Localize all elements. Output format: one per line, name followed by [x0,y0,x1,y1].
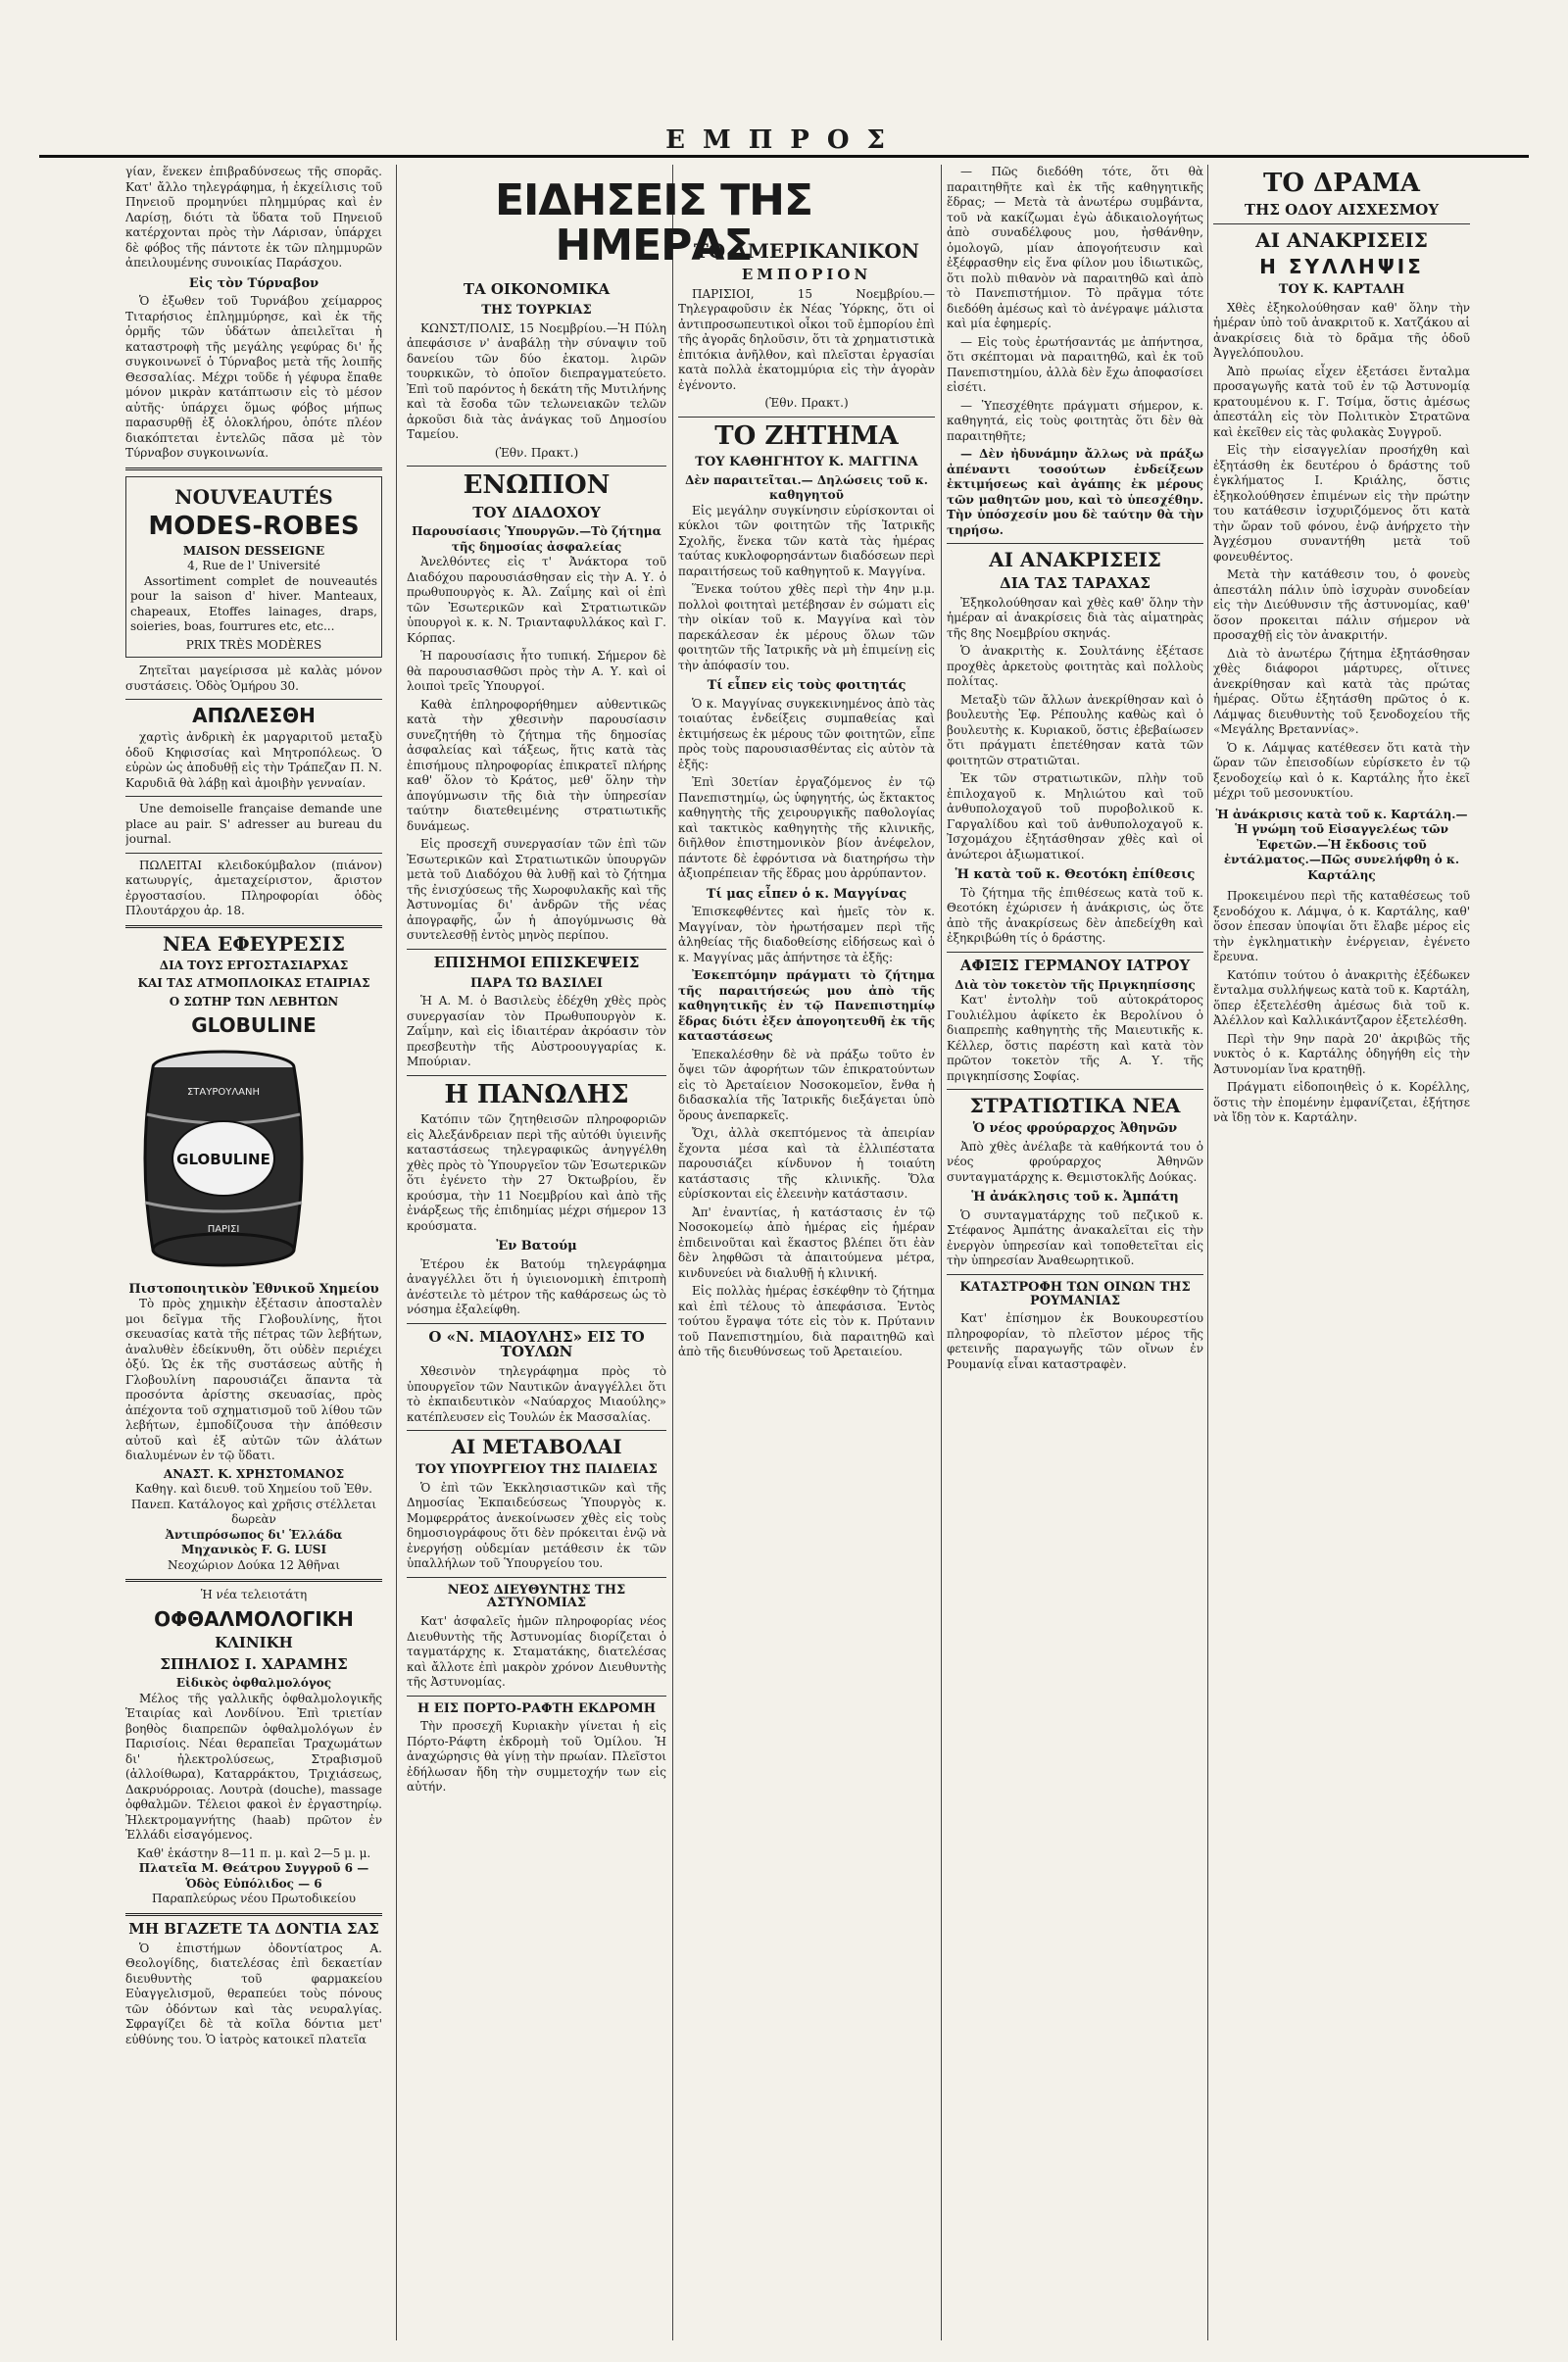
article-subheading: Η ΣΥΛΛΗΨΙΣ [1259,255,1424,279]
article-text: Ἐπισκεφθέντες καὶ ἡμεῖς τὸν κ. Μαγγίναν, τὸν ἠρωτήσαμεν περὶ τῆς ἀληθείας τῆς διαδοθείσης εἰδήσεως καὶ ὁ κ. Μαγγίνας μᾶς ἀπήντησε τὰ ἑξῆς: [678,905,935,964]
masthead [0,125,1568,155]
article-heading: ΤΟ ΔΡΑΜΑ [1263,169,1420,198]
column-divider [941,165,942,2340]
article-text: Μετὰ τὴν κατάθεσιν του, ὁ φονεὺς ἀπεστάλη πάλιν ὑπὸ ἰσχυρὰν συνοδείαν εἰς τὴν Διεύθυνσιν τῆς ἀστυνομίας, καθ' ὅσον προκειται πάλιν σήμερον νὰ προσαχθῇ εἰς τὸν ἀνακριτήν. [1213,567,1470,643]
article-text: Ἀνελθόντες εἰς τ' Ἀνάκτορα τοῦ Διαδόχου παρουσιάσθησαν εἰς τὴν Α. Υ. ὁ πρωθυπουργὸς κ. Ἀλ. Ζαΐμης καὶ οἱ ἐπὶ τῶν Ἐσωτερικῶν καὶ Στρατιωτικῶν ὑπουργοὶ κ. κ. Ν. Τριανταφυλλάκος καὶ Γ. Κόρπας. [407,555,666,645]
article-text: Ὁ ἐξωθεν τοῦ Τυρνάβου χείμαρρος Τιταρήσιος ἐπλημμύρησε, καὶ ἐκ τῆς ὁρμῆς τῶν ὑδάτων ἀπειλεῖται ἡ καταστροφὴ τῆς μεγάλης γεφύρας δι' ἧς συγκοινωνεῖ ὁ Τύρναβος μετὰ τῆς λοιπῆς Θεσσαλίας. Μέχρι τοῦδε ἡ γέφυρα ἔπαθε μόνον μικρὰν κατάπτωσιν εἰς τὸ μέσον αὐτῆς· ὑπάρχει ὅμως φόβος μήπως παρασυρθῇ ἐξ ὁλοκλήρου, ὁπότε πλέον διακόπτεται ἐντελῶς πᾶσα μὲ τὸν Τύρναβον συγκοινωνία. [125,294,382,461]
agent: Ἀντιπρόσωπος δι' Ἑλλάδα Μηχανικὸς F. G. LUSI [165,1527,343,1557]
divider [407,1696,666,1697]
masthead-rule [39,155,1529,158]
article-text: Τὴν προσεχῆ Κυριακὴν γίνεται ἡ εἰς Πόρτο-Ράφτη ἐκδρομὴ τοῦ Ὁμίλου. Ἡ ἀναχώρησις θὰ γίνῃ τὴν πρωίαν. Πλεῖστοι ἐδήλωσαν ἤδη τὴν συμμετοχήν των εἰς αὐτήν. [407,1719,666,1795]
doctor-title: Εἰδικὸς ὀφθαλμολόγος [175,1676,332,1691]
article-text: ΚΩΝΣΤ/ΠΟΛΙΣ, 15 Νοεμβρίου.—Ἡ Πύλη ἀπεφάσισε ν' ἀναβάλῃ τὴν σύναψιν τοῦ δανείου τῶν δύο ἑκατομ. λιρῶν τουρκικῶν, τὸ ὁποῖον διεπραγματεύετο. Ἐπὶ τοῦ παρόντος ἡ δεκάτη τῆς Μυτιλήνης καὶ τὰ ἔσοδα τῶν τελωνειακῶν τελῶν ἀρκοῦσι διὰ τὰς ἀνάγκας τοῦ Δημοσίου Ταμείου. [407,320,666,442]
article-text: Εἰς τὴν εἰσαγγελίαν προσήχθη καὶ ἐξητάσθη ἐκ δευτέρου ὁ δράστης τοῦ ἐγκλήματος Ι. Κριάλης, ὅστις ἐξηκολούθησεν ἐπιμένων εἰς τὴν πρώτην του κατάθεσιν ἰσχυριζόμενος ὅτι κατὰ τὴν ὥραν τοῦ φόνου, ἐνῷ ἀνήρχετο τὴν Ἀγχέσμου συναντήθη μετὰ τοῦ φονευθέντος. [1213,443,1470,564]
article-heading: ΕΝΩΠΙΟΝ [463,470,611,501]
divider [125,796,382,797]
column-1 [125,165,382,2340]
doctor-near: Παραπλεύρως νέου Πρωτοδικείου [152,1892,356,1906]
column-divider [1207,165,1208,2340]
divider [407,1075,666,1076]
article-text: Χθὲς ἐξηκολούθησαν καθ' ὅλην τὴν ἡμέραν ὑπὸ τοῦ ἀνακριτοῦ κ. Χατζάκου αἱ ἀνακρίσεις διὰ τὸ δρᾶμα τῆς ὁδοῦ Ἀγγελόπουλου. [1213,300,1470,361]
article-heading: ΤΑ ΟΙΚΟΝΟΜΙΚΑ [463,280,611,299]
article-subheading: ΤΟΥ ΔΙΑΔΟΧΟΥ [472,503,601,521]
article-text: — Πῶς διεδόθη τότε, ὅτι θὰ παραιτηθῆτε καὶ ἐκ τῆς καθηγητικῆς ἕδρας; — Μετὰ τὰ ἀνωτέρω συμβάντα, τοῦ νὰ κακίζωμαι ἐγὼ ἀδικαιολογήτως ἀπὸ συναδέλφους μου, ἠσθάνθην, ὁμολογῶ, μίαν ἀπογοήτευσιν καὶ ἐξέφρασθην εἰς ἕνα φίλον μου ἰδιωτικῶς, ὅτι πολὺ πιθανὸν νὰ παραιτηθῶ καὶ ἀπὸ τὸ Πανεπιστήμιον. Τὸ πρᾶγμα τότε διεδόθη ἀμέσως καὶ τὸ ἀνέγραψε μάλιστα καὶ μία ἐφημερίς. [947,165,1203,330]
subheading: Ἐν Βατούμ [496,1239,577,1254]
article-text: — Ὑπεσχέθητε πράγματι σήμερον, κ. καθηγητά, εἰς τοὺς φοιτητὰς ὅτι δὲν θὰ παραιτηθῆτε; [947,398,1203,443]
column-4 [947,165,1203,2340]
article-subheading: ΤΗΣ ΤΟΥΡΚΙΑΣ [481,303,592,319]
ad-heading: ΟΦΘΑΛΜΟΛΟΓΙΚΗ [154,1606,354,1631]
divider [125,853,382,854]
article-subheading: ΕΜΠΟΡΙΟΝ [741,266,872,283]
section-title: ΕΙΔΗΣΕΙΣ ΤΗΣ ΗΜΕΡΑΣ [494,175,813,271]
ad-heading: ΝΕΑ ΕΦΕΥΡΕΣΙΣ [162,931,346,956]
divider [407,466,666,467]
article-text: Ὁ κ. Μαγγίνας συγκεκινημένος ἀπὸ τὰς τοιαύτας ἐνδείξεις συμπαθείας καὶ ἐκτιμήσεως ἐκ μέρους τῶν φοιτητῶν, εἶπε πρὸς τοὺς παρουσιασθέντας εἰς αὐτὸν τὰ ἑξῆς: [678,696,935,771]
article-text: — Εἰς τοὺς ἐρωτήσαντάς με ἀπήντησα, ὅτι σκέπτομαι νὰ παραιτηθῶ, καὶ ἐκ τοῦ Πανεπιστημίου, ἀλλὰ δὲν ἔχω ἀποφασίσει εἰσέτι. [947,334,1203,394]
subheading: Ἡ ἀνάκλησις τοῦ κ. Ἀμπάτη [971,1190,1179,1206]
ad-text: Μέλος τῆς γαλλικῆς ὀφθαλμολογικῆς Ἑταιρίας καὶ Λονδίνου. Ἐπὶ τριετίαν βοηθὸς διαπρεπῶν ὀφθαλμολόγων ἐν Παρισίοις. Νέαι θεραπεῖαι Τραχωμάτων δι' ἠλεκτρολύσεως, Στραβισμοῦ (ἀλλοίθωρα), Καταρράκτου, Τριχιάσεως, Δακρυόρροιας. Λουτρὰ (douche), massage ὀφθαλμῶν. Τέλειοι φακοὶ ἐν ἐργαστηρίῳ. Ἠλεκτρομαγνήτης (haab) πρῶτον ἐν Ἑλλάδι εἰσαγόμενος. [125,1691,382,1843]
doctor-place: Πλατεῖα Μ. Θεάτρου Συγγροῦ 6 — Ὁδὸς Εὐπόλιδος — 6 [138,1861,369,1891]
classified: χαρτὶς ἀνδρικὴ ἐκ μαργαριτοῦ μεταξὺ ὁδοῦ Κηφισσίας καὶ Μητροπόλεως. Ὁ εὑρὼν ὡς ἀποδυθῇ εἰς τὴν Τράπεζαν Π. Ν. Καρυδιᾶ θὰ λάβῃ καὶ ἀμοιβὴν γενναίαν. [125,730,382,790]
barrel-label: GLOBULINE [176,1151,270,1169]
article-text: Ὁ ἀνακριτὴς κ. Σουλτάνης ἐξέτασε προχθὲς ἀρκετοὺς φοιτητὰς καὶ πολλοὺς πολίτας. [947,644,1203,689]
column-3 [678,235,935,2340]
article-text: Κατ' ἀσφαλεῖς ἡμῶν πληροφορίας νέος Διευθυντὴς τῆς Ἀστυνομίας διορίζεται ὁ ταγματάρχης κ. Σταματάκης, διατελέσας καὶ ἄλλοτε ἐπὶ μακρὸν χρόνον Διευθυντὴς τῆς Ἀστυνομίας. [407,1614,666,1690]
source: (Ἐθν. Πρακτ.) [764,396,849,411]
article-text: Ὄχι, ἀλλὰ σκεπτόμενος τὰ ἀπειρίαν ἔχοντα μέσα καὶ τὰ ἐλλιπέστατα παρουσιάζει κίνδυνον ἡ τοιαύτη κατάστασις τῆς κλινικῆς. Ὅλα εὑρίσκονται εἰς ἐλεεινὴν κατάστασιν. [678,1126,935,1202]
article-lead: Παρουσίασις Ὑπουργῶν.—Τὸ ζήτημα τῆς δημοσίας ἀσφαλείας [412,524,662,554]
ad-subheading: ΚΛΙΝΙΚΗ [215,1633,293,1651]
ad-pre: Ἡ νέα τελειοτάτη [200,1588,308,1602]
article-text: Ἐκ τῶν στρατιωτικῶν, πλὴν τοῦ ἐπιλοχαγοῦ κ. Μηλιώτου καὶ τοῦ ἀνθυπολοχαγοῦ τοῦ πυροβολικοῦ κ. Γαργαλίδου καὶ τοῦ ἀνθυπολοχαγοῦ κ. Ἰσχομάχου ἐξητάσθησαν χθὲς καὶ οἱ ἀνώτεροι ἀξιωματικοί. [947,771,1203,861]
divider [125,1913,382,1916]
ad-address: 4, Rue de l' Université [187,559,320,573]
article-text: Ἐτέρου ἐκ Βατούμ τηλεγράφημα ἀναγγέλλει ὅτι ἡ ὑγιειονομικὴ ἐπιτροπὴ ἀνέστειλε τὸ μέτρον τῆς καθάρσεως ὡς τὸ νόσημα ἐξαλείφθη. [407,1256,666,1317]
article-heading: ΣΤΡΑΤΙΩΤΙΚΑ ΝΕΑ [969,1094,1181,1118]
ad-brand: GLOBULINE [191,1013,317,1038]
article-subheading: ΔΙΑ ΤΑΣ ΤΑΡΑΧΑΣ [1000,574,1151,592]
divider [125,699,382,700]
article-text: Κατόπιν τῶν ζητηθεισῶν πληροφοριῶν εἰς Ἀλεξάνδρειαν περὶ τῆς αὐτόθι ὑγιεινῆς καταστάσεως τηλεγραφικῶς ἀνηγγέλθη χθὲς πρὸς τὸ Ὑπουργεῖον τῶν Ἐσωτερικῶν ὅτι ἐγένετο τὴν 27 Ὀκτωβρίου, ἕν κρούσμα, τὴν 11 Νοεμβρίου καὶ ἀπὸ τῆς ἐνάρξεως τῆς ἐπιδημίας μέχρι σήμερον 13 κρούσματα. [407,1112,666,1233]
ad-prices: PRIX TRÈS MODÈRES [185,637,322,652]
ad-shop-name: MAISON DESSEIGNE [182,543,325,558]
article-text: Καθὰ ἐπληροφορήθημεν αὐθεντικῶς κατὰ τὴν χθεσινὴν παρουσίασιν συνεζητήθη τὸ ζήτημα τῆς δημοσίας ἀσφαλείας καὶ τάξεως, ἥτις κατὰ τὰς ἐπισήμους πληροφορίας ἐπικρατεῖ πλήρης καθ' ὅλον τὸ Κράτος, μεθ' ὅλην τὴν ἀπογύμνωσιν τῆς διὰ τὴν ὑπηρεσίαν ταύτην διατεθειμένης στρατιωτικῆς δυνάμεως. [407,697,666,833]
paper-name: ΕΜΠΡΟΣ [665,125,903,155]
divider [947,952,1203,953]
ad-heading: NOUVEAUTÉS [174,484,333,509]
article-text: Ἀπ' ἐναντίας, ἡ κατάστασις ἐν τῷ Νοσοκομείῳ ἀπὸ ἡμέρας εἰς ἡμέραν ἐπιδεινοῦται καὶ ἕκαστος βλέπει ὅτι ἐὰν δὲν ληφθῶσι τὰ ἀπαιτούμενα μέτρα, κινδυνεύει νὰ διαλυθῇ ἡ κλινική. [678,1205,935,1280]
article-subheading: ΑΙ ΑΝΑΚΡΙΣΕΙΣ [1255,228,1428,253]
barrel-bottom-label: ΠΑΡΙΣΙ [207,1224,240,1236]
article-text: Ἡ παρουσίασις ἦτο τυπική. Σήμερον δὲ θὰ παρουσιασθῶσι πρὸς τὴν Α. Υ. καὶ οἱ λοιποὶ τρεῖς Ὑπουργοί. [407,649,666,694]
article-text: Περὶ τὴν 9ην παρὰ 20' ἀκριβῶς τῆς νυκτὸς ὁ κ. Καρτάλης ὁδηγήθη εἰς τὴν Ἀστυνομίαν ἵνα κρατηθῇ. [1213,1031,1470,1076]
article-subheading: ΤΗΣ ΟΔΟΥ ΑΙΣΧΕΣΜΟΥ [1244,201,1440,220]
divider [407,1577,666,1578]
divider [947,543,1203,544]
article-heading: Ο «Ν. ΜΙΑΟΥΛΗΣ» ΕΙΣ ΤΟ ΤΟΥΛΩΝ [428,1327,645,1361]
divider [678,417,935,418]
article-text: Εἰς μεγάλην συγκίνησιν εὑρίσκονται οἱ κύκλοι τῶν φοιτητῶν τῆς Ἰατρικῆς Σχολῆς, ἕνεκα τῶν κατὰ τὰς ἡμέρας ταύτας κυκλοφορησάντων διαδόσεων περὶ παραιτήσεως τοῦ καθηγητοῦ κ. Μαγγίνα. [678,503,935,578]
article-bold-quote: Ἐσκεπτόμην πράγματι τὸ ζήτημα τῆς παραιτήσεώς μου ἀπὸ τῆς καθηγητικῆς ἐν τῷ Πανεπιστημίῳ ἕδρας διότι ἐξεν ἀπογοητευθῆ ἐκ τῆς καταστάσεως [678,968,935,1044]
classified: ΠΩΛΕΙΤΑΙ κλειδοκύμβαλον (πιάνον) κατωυργίς, ἀμεταχείριστον, ἄριστον ἐργοστασίου. Πληροφορίαι ὁδὸς Πλουτάρχου ἀρ. 18. [125,858,382,918]
ad-heading: ΜΗ ΒΓΑΖΕΤΕ ΤΑ ΔΟΝΤΙΑ ΣΑΣ [128,1919,379,1938]
ad-heading: MODES-ROBES [148,511,360,541]
subheading: Τί εἶπεν εἰς τοὺς φοιτητάς [707,678,906,694]
article-text: Ἕνεκα τούτου χθὲς περὶ τὴν 4ην μ.μ. πολλοὶ φοιτηταὶ μετέβησαν ἐν σώματι εἰς τὴν οἰκίαν τοῦ κ. Μαγγίνα καὶ τὸν παρεκάλεσαν ἐκ μέρους ὅλων τῶν φοιτητῶν τῆς Ἰατρικῆς νὰ μὴ ἐπιμείνῃ εἰς τὴν ἀπόφασίν του. [678,582,935,672]
advertisement-modes [125,476,382,659]
article-text: Εἰς προσεχῆ συνεργασίαν τῶν ἐπὶ τῶν Ἐσωτερικῶν καὶ Στρατιωτικῶν ὑπουργῶν μετὰ τοῦ Διαδόχου θὰ λυθῇ καὶ τὸ ζήτημα τῆς ἐνισχύσεως τῆς Χωροφυλακῆς καὶ τῆς Ἀστυνομίας δι' ἀνδρῶν τῆς νέας ἀπογραφῆς, ὧν ἡ ἀπογύμνωσις θὰ συντελεσθῇ ἐντὸς μηνὸς περίπου. [407,837,666,943]
article-text: Ἀπὸ χθὲς ἀνέλαβε τὰ καθήκοντά του ὁ νέος φρούραρχος Ἀθηνῶν συνταγματάρχης κ. Θεμιστοκλῆς Δούκας. [947,1139,1203,1184]
subheading: Ἡ κατὰ τοῦ κ. Θεοτόκη ἐπίθεσις [955,867,1196,883]
article-text: γίαν, ἕνεκεν ἐπιβραδύνσεως τῆς σπορᾶς. Κατ' ἄλλο τηλεγράφημα, ἡ ἐκχείλισις τοῦ Πηνειοῦ προμηνύει πλημμύρας καὶ ἐν Λαρίσῃ, διότι τὰ ὕδατα τοῦ Πηνειοῦ κατέρχονται πρὸς τὴν Λάρισαν, ὑπάρχει δὲ φόβος τῆς πάντοτε ἐκ τῶν πλημμυρῶν ἀπειλουμένης συνοικίας Παράσχου. [125,165,382,270]
article-heading: ΑΙ ΑΝΑΚΡΙΣΕΙΣ [989,548,1161,571]
article-text: Ἐπὶ 30ετίαν ἐργαζόμενος ἐν τῷ Πανεπιστημίῳ, ὡς ὑφηγητής, ὡς ἔκτακτος καθηγητὴς τῆς χειρουργικῆς παθολογίας καὶ τακτικὸς καθηγητὴς τῆς κλινικῆς, διῆλθον ἐπιστημονικὸν βίον ἀνέφελον, πάντοτε δὲ ἐφρόντισα νὰ διατηρήσω τὴν ἀξιοπρέπειαν τῆς ἕδρας μου ἀρρύπαντον. [678,775,935,881]
source: (Ἐθν. Πρακτ.) [494,445,579,460]
barrel-illustration [125,1046,321,1271]
agent-address: Νεοχώριον Δούκα 12 Ἀθῆναι [168,1557,340,1572]
article-subheading: ΤΟΥ ΥΠΟΥΡΓΕΙΟΥ ΤΗΣ ΠΑΙΔΕΙΑΣ [416,1462,658,1478]
article-text: Κατ' ἐπίσημον ἐκ Βουκουρεστίου πληροφορίαν, τὸ πλεῖστον μέρος τῆς φετεινῆς παραγωγῆς τῶν οἴνων ἐν Ρουμανίᾳ εἶναι καταστραφὲν. [947,1311,1203,1371]
article-lead: Δὲν παραιτεῖται.— Δηλώσεις τοῦ κ. καθηγητοῦ [685,472,928,503]
signature-title: Καθηγ. καὶ διευθ. τοῦ Χημείου τοῦ Ἐθν. Πανεπ. Κατάλογος καὶ χρῆσις στέλλεται δωρεὰν [130,1482,377,1527]
article-lead: Ἡ ἀνάκρισις κατὰ τοῦ κ. Καρτάλη.—Ἡ γνώμη τοῦ Εἰσαγγελέως τῶν Ἐφετῶν.—Ἡ ἔκδοσις τοῦ ἐντάλματος.—Πῶς συνελήφθη ὁ κ. Καρτάλης [1215,807,1468,882]
article-text: Εἰς πολλὰς ἡμέρας ἐσκέφθην τὸ ζήτημα καὶ ἐπὶ τέλους τὸ ἀπεφάσισα. Ἐντὸς τούτου ἔγραψα τότε εἰς τὸν κ. Πρύτανιν τοῦ Πανεπιστημίου, διὰ παραιτηθῶ καὶ ἀπὸ τῆς διευθύνσεως τοῦ Ἀρεταιείου. [678,1284,935,1359]
article-heading: ΚΑΤΑΣΤΡΟΦΗ ΤΩΝ ΟΙΝΩΝ ΤΗΣ ΡΟΥΜΑΝΙΑΣ [959,1279,1191,1308]
divider [407,1430,666,1431]
article-subheading: ΠΑΡΑ ΤΩ ΒΑΣΙΛΕΙ [470,975,603,991]
article-text: Προκειμένου περὶ τῆς καταθέσεως τοῦ ξενοδόχου κ. Λάμψα, ὁ κ. Καρτάλης, καθ' ὅσον ἐπεσαν ὑποψίαι ὅτι ἔλαβε μέρος εἰς τὴν ἐγκληματικὴν ἐνέργειαν, ἐγένετο ἔρευνα. [1213,889,1470,964]
divider [407,949,666,950]
article-heading: Η ΕΙΣ ΠΟΡΤΟ-ΡΑΦΤΗ ΕΚΔΡΟΜΗ [416,1700,657,1716]
subheading: Εἰς τὸν Τύρναβον [188,275,319,291]
certificate-heading: Πιστοποιητικὸν Ἐθνικοῦ Χημείου [128,1281,379,1297]
column-divider [396,165,397,2340]
classified-heading: ΑΠΩΛΕΣΘΗ [192,704,316,728]
ad-text: Ὁ ἐπιστήμων ὀδοντίατρος Α. Θεολογίδης, διατελέσας ἐπὶ δεκαετίαν διευθυντὴς τοῦ φαρμακείου Εὐαγγελισμοῦ, θεραπεύει τοὺς πόνους τῶν ὀδόντων καὶ τὰς νευραλγίας. Σφραγίζει δὲ τὰ κοῖλα δόντια μετ' εὐθύνης του. Ὁ ἰατρὸς κατοικεῖ πλατεῖα [125,1941,382,2046]
article-subheading: ΤΟΥ ΚΑΘΗΓΗΤΟΥ Κ. ΜΑΓΓΙΝΑ [695,455,918,470]
divider [947,1089,1203,1090]
article-text: ΠΑΡΙΣΙΟΙ, 15 Νοεμβρίου.—Τηλεγραφοῦσιν ἐκ Νέας Ὑόρκης, ὅτι οἱ ἀντιπροσωπευτικοὶ οἶκοι τοῦ ἐμπορίου ἐπὶ τῆς ἀγορᾶς δηλοῦσιν, ὅτι τὰ χρηματιστικὰ ἐπιτόκια ἀνῆλθον, καὶ πλεῖσται ἐργασίαι κατὰ πολλὰ ἑκατομμύρια εἰς τὴν ἀγορὰν ἐγένοντο. [678,286,935,392]
article-text: Ὁ συνταγματάρχης τοῦ πεζικοῦ κ. Στέφανος Ἀμπάτης ἀνακαλεῖται εἰς τὴν ἐνεργὸν ὑπηρεσίαν καὶ τοποθετεῖται εἰς τὴν ὑπηρεσίαν Ἀναθεωρητικοῦ. [947,1207,1203,1268]
divider [125,467,382,470]
article-text: Μεταξὺ τῶν ἄλλων ἀνεκρίθησαν καὶ ὁ βουλευτὴς Ἐφ. Ρέπουλης καθὼς καὶ ὁ βουλευτὴς κ. Κυριακοῦ, ὅστις ἐβεβαίωσεν ὅτι πράγματι ἐπετέθησαν κατὰ τῶν φοιτητῶν στρατιῶται. [947,692,1203,767]
certificate-text: Τὸ πρὸς χημικὴν ἐξέτασιν ἀποσταλὲν μοι δεῖγμα τῆς Γλοβουλίνης, ἥτοι σκευασίας κατὰ τῆς πέτρας τῶν λεβήτων, ἀναλυθὲν ἐδείκνυθη, ὅτι οὐδὲν περιέχει ὀξύ. Ὡς ἐκ τῆς συστάσεως αὐτῆς ἡ Γλοβουλίνη παρουσιάζει ἅπαντα τὰ προσόντα ἀρίστης σκευασίας, πρὸς ἀπέχοντα τοῦ σχηματισμοῦ τοῦ λίθου τῶν λεβήτων, ἐμποδίζουσα τὴν ἀπόθεσιν αὐτοῦ καὶ ἐξ αὐτῶν τῶν ἀλάτων διαλυμένων ἐν τῷ ὕδατι. [125,1297,382,1463]
doctor-hours: Καθ' ἑκάστην 8—11 π. μ. καὶ 2—5 μ. μ. [136,1845,371,1860]
divider [125,1579,382,1582]
barrel-top-label: ΣΤΑΥΡΟΥΛΑΝΗ [186,1087,261,1099]
article-text: Κατόπιν τούτου ὁ ἀνακριτὴς ἐξέδωκεν ἔνταλμα συλλήψεως κατὰ τοῦ κ. Καρτάλη, ὅπερ ἐξετελέσθη ἀμέσως διὰ τοῦ κ. Ἀλέλλον καὶ Καλλικάντζαρον ἐξετελέσθη. [1213,967,1470,1028]
article-heading: ΝΕΟΣ ΔΙΕΥΘΥΝΤΗΣ ΤΗΣ ΑΣΤΥΝΟΜΙΑΣ [447,1582,626,1611]
article-bold-quote: — Δὲν ἠδυνάμην ἄλλως νὰ πράξω ἀπέναντι τοσούτων ἐνδείξεων ἐκτιμήσεως καὶ ἀγάπης ἐκ μέρους τῶν μαθητῶν μου, καὶ τὸ ὑπεσχέθην. Τὴν ὑπόσχεσίν μου δὲ ταύτην θὰ τὴν τηρήσω. [947,447,1203,537]
ad-subheading: ΚΑΙ ΤΑΣ ΑΤΜΟΠΛΟΙΚΑΣ ΕΤΑΙΡΙΑΣ [137,976,370,991]
subheading: Τί μας εἶπεν ὁ κ. Μαγγίνας [706,886,907,902]
ad-text: Assortiment complet de nouveautés pour la saison d' hiver. Manteaux, chapeaux, Etoffes lainages, draps, soieries, boas, fourrures etc, etc... [130,573,377,634]
article-text: Τὸ ζήτημα τῆς ἐπιθέσεως κατὰ τοῦ κ. Θεοτόκη ἐχώρισεν ἡ ἀνάκρισις, ὡς ὅτε ἀπὸ τῆς ἀνακρίσεως δὲν ἀπεδείχθη καὶ ἐξηκριβώθη τίς ὁ δράστης. [947,885,1203,946]
divider [407,1323,666,1324]
article-heading: ΤΟ ΖΗΤΗΜΑ [714,420,899,451]
article-text: Ἡ Α. Μ. ὁ Βασιλεὺς ἐδέχθη χθὲς πρὸς συνεργασίαν τὸν Πρωθυπουργὸν κ. Ζαΐμην, καὶ εἰς ἰδιαιτέραν ἀκρόασιν τὸν πρεσβευτὴν τῆς Αὐστροουγγαρίας κ. Μπούριαν. [407,994,666,1069]
article-text: Ὁ ἐπὶ τῶν Ἐκκλησιαστικῶν καὶ τῆς Δημοσίας Ἐκπαιδεύσεως Ὑπουργὸς κ. Μομφερράτος ἀνεκοίνωσεν χθὲς εἰς τοὺς δημοσιογράφους ὅτι δὲν πρόκειται ἐνῷ νὰ ἐνεργήσῃ οὐδεμίαν μετάθεσιν ἐκ τῶν ὑπαλλήλων τοῦ Ὑπουργείου του. [407,1480,666,1571]
article-text: Ἐπεκαλέσθην δὲ νὰ πράξω τοῦτο ἐν ὄψει τῶν ἀφορήτων τῶν ἐπικρατούντων εἰς τὸ Ἀρεταίειον Νοσοκομεῖον, ἔνθα ἡ διδασκαλία τῆς Ἰατρικῆς διεξάγεται ὑπὸ ὅρους ἀνεπαρκεῖς. [678,1047,935,1122]
article-text: Χθεσινὸν τηλεγράφημα πρὸς τὸ ὑπουργεῖον τῶν Ναυτικῶν ἀναγγέλλει ὅτι τὸ ἐκπαιδευτικὸν «Ναύαρχος Μιαούλης» κατέπλευσεν εἰς Τουλών ἐκ Μασσαλίας. [407,1364,666,1424]
subheading: Ὁ νέος φρούραρχος Ἀθηνῶν [972,1121,1178,1137]
doctor-name: ΣΠΗΛΙΟΣ Ι. ΧΑΡΑΜΗΣ [160,1654,348,1673]
column-5 [1213,165,1470,2340]
article-subheading: Διὰ τὸν τοκετὸν τῆς Πριγκηπίσσης [955,977,1196,992]
article-text: Πράγματι εἰδοποιηθεὶς ὁ κ. Κορέλλης, ὅστις τὴν ἐπομένην ἐμφανίζεται, ἐξήτησε νὰ ἴδῃ τὸν κ. Καρτάλην. [1213,1080,1470,1125]
classified: Une demoiselle française demande une place au pair. S' adresser au bureau du journal. [125,802,382,847]
column-divider [672,165,673,2340]
ad-subheading: ΔΙΑ ΤΟΥΣ ΕΡΓΟΣΤΑΣΙΑΡΧΑΣ [159,958,349,972]
ad-subheading: Ο ΣΩΤΗΡ ΤΩΝ ΛΕΒΗΤΩΝ [169,994,339,1009]
divider [1213,223,1470,224]
article-heading: ΤΟ ΑΜΕΡΙΚΑΝΙΚΟΝ [693,239,920,263]
article-heading: ΑΦΙΞΙΣ ΓΕΡΜΑΝΟΥ ΙΑΤΡΟΥ [959,956,1191,974]
divider [125,925,382,928]
divider [947,1274,1203,1275]
signature-name: ΑΝΑΣΤ. Κ. ΧΡΗΣΤΟΜΑΝΟΣ [163,1466,345,1481]
article-text: Διὰ τὸ ἀνωτέρω ζήτημα ἐξητάσθησαν χθὲς διάφοροι μάρτυρες, οἵτινες ἀνεκρίθησαν καὶ κατὰ τὰς πρώτας ἡμέρας. Οὕτω ἐξητάσθη πρῶτος ὁ κ. Λάμψας διευθυντὴς τοῦ ξενοδοχείου τῆς «Μεγάλης Βρεταννίας». [1213,646,1470,737]
article-heading: ΕΠΙΣΗΜΟΙ ΕΠΙΣΚΕΨΕΙΣ [433,953,640,971]
article-text: Ὁ κ. Λάμψας κατέθεσεν ὅτι κατὰ τὴν ὥραν τῶν ἐπεισοδίων εὑρίσκετο ἐν τῷ ξενοδοχείῳ καὶ ὁ κ. Καρτάλης ἦτο ἐκεῖ μέχρι τοῦ μεσονυκτίου. [1213,740,1470,801]
article-heading: ΑΙ ΜΕΤΑΒΟΛΑΙ [451,1435,622,1459]
article-text: Ἀπὸ πρωίας εἶχεν ἐξετάσει ἔνταλμα προσαγωγῆς κατὰ τοῦ ἐν τῷ Ἀστυνομίᾳ κρατουμένου κ. Γ. Τσίμα, ὅστις ἀμέσως ἀπεστάλη εἰς τὸν Πολιτικὸν Στρατῶνα καὶ ἐκεῖθεν εἰς τὰς φυλακὰς Συγγροῦ. [1213,364,1470,439]
classified: Ζητεῖται μαγείρισσα μὲ καλὰς μόνον συστάσεις. Ὁδὸς Ὁμήρου 30. [125,664,382,693]
article-text: Ἐξηκολούθησαν καὶ χθὲς καθ' ὅλην τὴν ἡμέραν αἱ ἀνακρίσεις διὰ τὰς αἱματηρὰς τῆς 8ης Νοεμβρίου σκηνάς. [947,595,1203,640]
article-heading: Η ΠΑΝΩΛΗΣ [444,1079,629,1109]
article-subheading: ΤΟΥ Κ. ΚΑΡΤΑΛΗ [1278,282,1405,298]
article-text: Κατ' ἐντολὴν τοῦ αὐτοκράτορος Γουλιέλμου ἀφίκετο ἐκ Βερολίνου ὁ διαπρεπὴς καθηγητὴς τῆς Μαιευτικῆς κ. Κέλλερ, ὅστις παρέστη καὶ κατὰ τὸν πρῶτον τοκετὸν τῆς Α. Υ. τῆς πριγκηπίσσης Σοφίας. [947,993,1203,1083]
